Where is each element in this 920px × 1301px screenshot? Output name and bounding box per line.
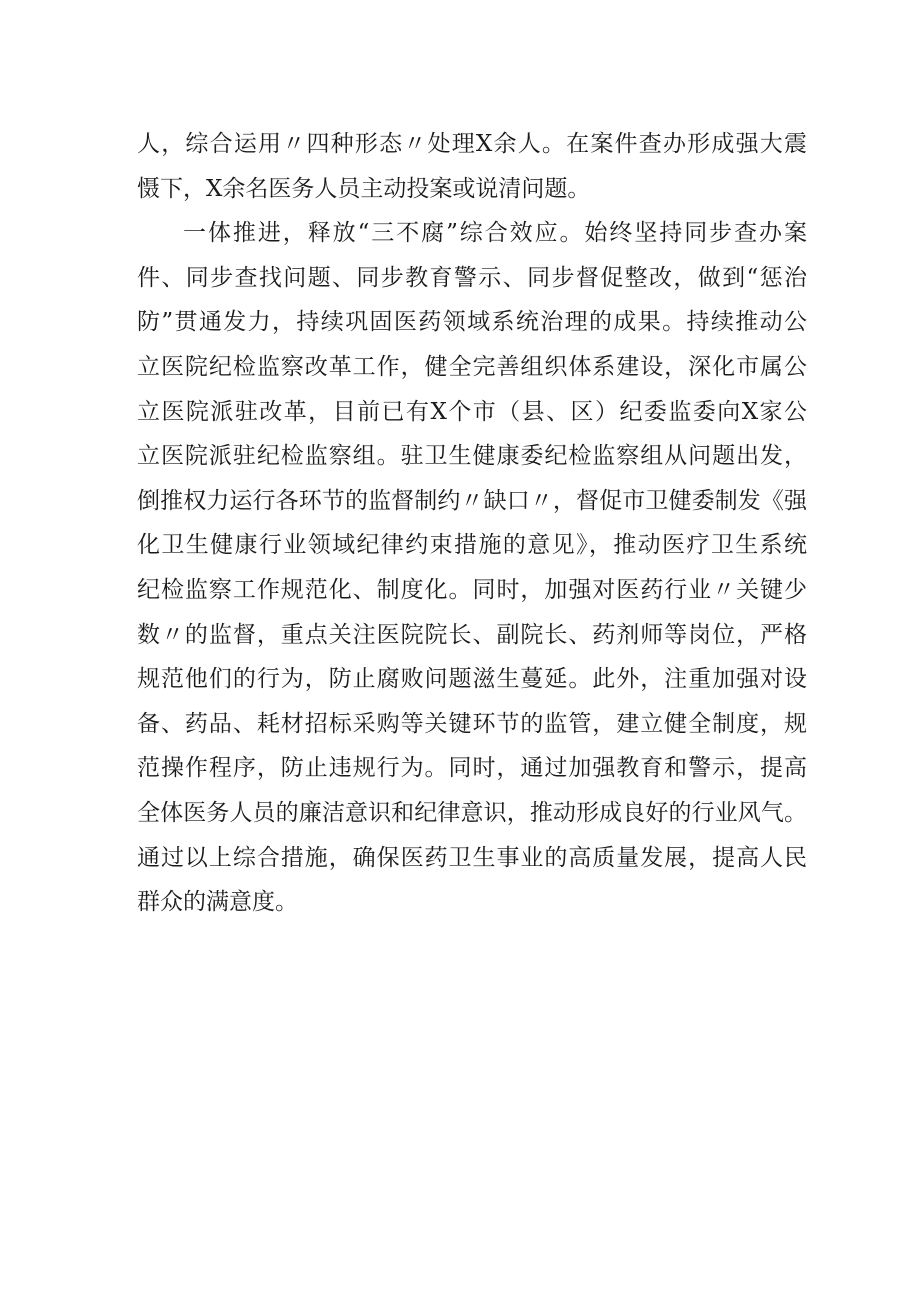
text-line: 人，综合运用〃四种形态〃处理X余人。在案件查办形成强大震	[137, 131, 807, 157]
text-line: 数〃的监督，重点关注医院院长、副院长、药剂师等岗位，严格	[137, 621, 807, 648]
text-line: 群众的满意度。	[137, 889, 298, 916]
text-line: 备、药品、耗材招标采购等关键环节的监管，建立健全制度，规	[137, 710, 807, 737]
text-line: 防”贯通发力，持续巩固医药领域系统治理的成果。持续推动公	[137, 309, 807, 336]
text-line: 化卫生健康行业领域纪律约束措施的意见》，推动医疗卫生系统	[137, 532, 807, 559]
paragraph-first-line: 一体推进，释放“三不腐”综合效应。始终坚持同步查办案	[183, 220, 807, 247]
text-line: 件、同步查找问题、同步教育警示、同步督促整改，做到“惩治	[137, 264, 807, 291]
text-line: 立医院派驻改革，目前已有X个市（县、区）纪委监委向X家公	[137, 398, 807, 425]
text-line: 立医院派驻纪检监察组。驻卫生健康委纪检监察组从问题出发，	[137, 443, 807, 470]
text-line: 立医院纪检监察改革工作，健全完善组织体系建设，深化市属公	[137, 353, 807, 380]
body-text	[137, 122, 807, 925]
text-line: 规范他们的行为，防止腐败问题滋生蔓延。此外，注重加强对设	[137, 666, 807, 693]
text-line: 通过以上综合措施，确保医药卫生事业的高质量发展，提高人民	[137, 844, 807, 871]
text-line: 纪检监察工作规范化、制度化。同时，加强对医药行业〃关键少	[137, 576, 807, 603]
text-line: 范操作程序，防止违规行为。同时，通过加强教育和警示，提高	[137, 755, 807, 782]
text-line: 全体医务人员的廉洁意识和纪律意识，推动形成良好的行业风气。	[137, 799, 807, 826]
text-line: 倒推权力运行各环节的监督制约〃缺口〃，督促市卫健委制发《强	[137, 487, 807, 514]
text-line: 慑下，X余名医务人员主动投案或说清问题。	[137, 175, 591, 202]
